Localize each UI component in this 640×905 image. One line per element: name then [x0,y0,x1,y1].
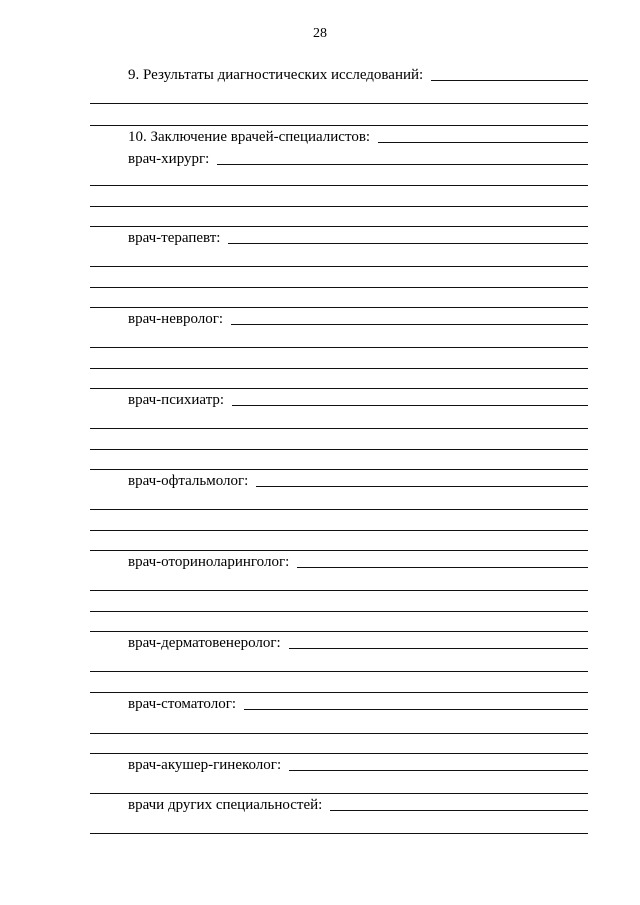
dentist-line-1[interactable] [90,733,588,734]
other-line-1[interactable] [90,833,588,834]
specialist-field[interactable] [297,567,588,568]
conclusion-label: 10. Заключение врачей-специалистов: [128,129,371,145]
specialist-field[interactable] [232,405,588,406]
specialist-label: врач-психиатр: [128,392,225,408]
diagnostics-row [128,64,588,84]
surgeon-line-1[interactable] [90,185,588,186]
specialist-label: врач-хирург: [128,151,210,167]
specialist-label: врач-акушер-гинеколог: [128,757,282,773]
specialist-field[interactable] [217,164,588,165]
specialist-row-ophthalmologist [128,470,588,490]
surgeon-line-2[interactable] [90,206,588,207]
specialist-label: врач-офтальмолог: [128,473,249,489]
specialist-label: врач-терапевт: [128,230,221,246]
therapist-line-2[interactable] [90,287,588,288]
specialist-field[interactable] [244,709,588,710]
specialist-row-dentist [128,693,588,713]
specialist-row-obstetrician-gynecologist [128,754,588,774]
diagnostics-field[interactable] [431,80,588,81]
specialist-label: врач-невролог: [128,311,224,327]
conclusion-field[interactable] [378,142,588,143]
diagnostics-line-1[interactable] [90,103,588,104]
conclusion-row [128,126,588,146]
specialist-field[interactable] [231,324,588,325]
specialist-label: врачи других специальностей: [128,797,323,813]
specialist-row-ent [128,551,588,571]
specialist-label: врач-стоматолог: [128,696,237,712]
specialist-field[interactable] [228,243,588,244]
specialist-label: врач-дерматовенеролог: [128,635,281,651]
ent-line-1[interactable] [90,590,588,591]
ophthalmologist-line-1[interactable] [90,509,588,510]
specialist-row-neurologist [128,308,588,328]
diagnostics-label: 9. Результаты диагностических исследований: [128,67,424,83]
neurologist-line-1[interactable] [90,347,588,348]
ophthalmologist-line-2[interactable] [90,530,588,531]
specialist-row-psychiatrist [128,389,588,409]
psychiatrist-line-2[interactable] [90,449,588,450]
therapist-line-1[interactable] [90,266,588,267]
page-number: 28 [313,26,327,41]
psychiatrist-line-1[interactable] [90,428,588,429]
specialist-row-surgeon [128,148,588,168]
specialist-label: врач-оториноларинголог: [128,554,290,570]
specialist-field[interactable] [289,770,588,771]
neurologist-line-2[interactable] [90,368,588,369]
specialist-field[interactable] [256,486,588,487]
specialist-row-therapist [128,227,588,247]
specialist-field[interactable] [330,810,588,811]
specialist-row-dermatovenerologist [128,632,588,652]
specialist-field[interactable] [289,648,588,649]
ent-line-2[interactable] [90,611,588,612]
dermatovenerologist-line-1[interactable] [90,671,588,672]
specialist-row-other [128,794,588,814]
